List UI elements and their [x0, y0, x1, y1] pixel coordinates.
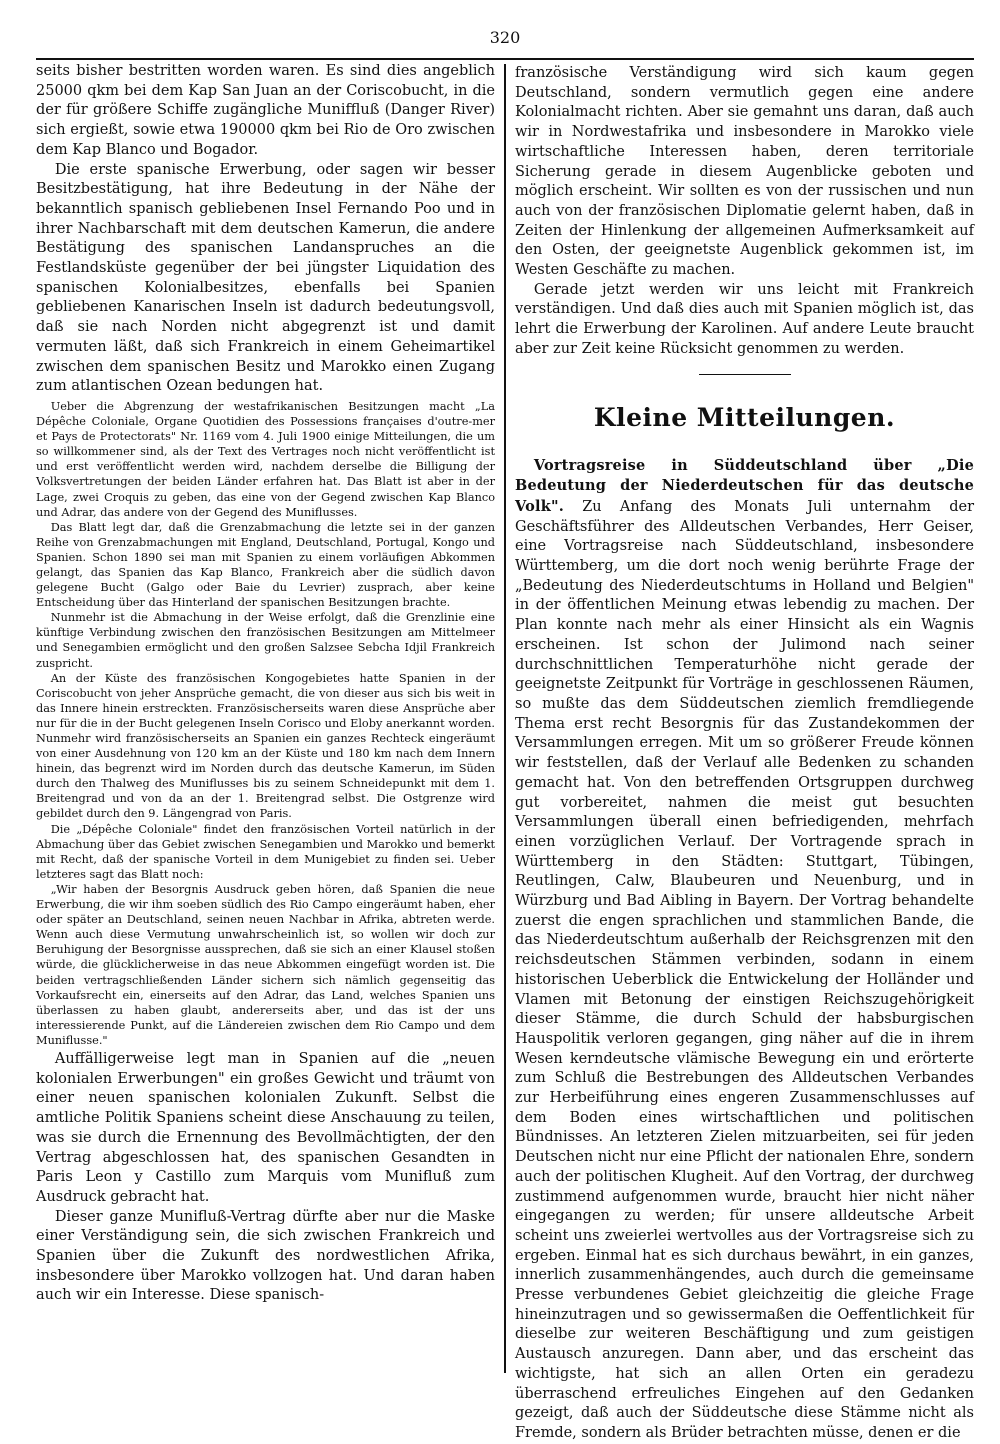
small-paragraph-1: Ueber die Abgrenzung der westafrikanischen Besitzungen macht „La Dépêche Coloniale, Organe Quotidien des Possessions françaises d'outre-mer et Pays de Protectorats" Nr. 1169 vom 4. Juli 1900 einige Mitteilungen, die um so willkommener sind, als der Text des Vertrages noch nicht veröffentlicht ist und erst veröffentlicht werden wird, nachdem derselbe die Billigung der Volksvertretungen der beiden Länder erfahren hat. Das Blatt ist aber in der Lage, zwei Croquis zu geben, das eine von der Gegend zwischen Kap Blanco und Adrar, das andere von der Gegend des Muniflusses.: [36, 399, 495, 519]
article-title: Vortragsreise in Süddeutschland über „Die Bedeutung der Niederdeutschen für das deutsche Volk".: [515, 456, 974, 515]
right-paragraph-2: Gerade jetzt werden wir uns leicht mit Frankreich verständigen. Und daß dies auch mit Spanien möglich ist, das lehrt die Erwerbung der Karolinen. Auf andere Leute braucht aber zur Zeit keine Rücksicht genommen zu werden.: [515, 281, 974, 357]
left-paragraph-4: Dieser ganze Munifluß-Vertrag dürfte aber nur die Maske einer Verständigung sein, die sich zwischen Frankreich und Spanien über die Zukunft des nordwestlichen Afrika, insbesondere über Marokko vollzogen hat. Und daran haben auch wir ein Interesse. Diese spanisch-: [36, 1208, 495, 1304]
section-title: Kleine Mitteilungen.: [593, 402, 896, 432]
left-paragraph-2: Die erste spanische Erwerbung, oder sagen wir besser Besitzbestätigung, hat ihre Bedeutung in der Nähe der bekanntlich spanisch gebliebenen Insel Fernando Poo und in ihrer Nachbarschaft mit dem deutschen Kamerun, die andere Bestätigung des spanischen Landanspruches an die Festlandsküste gegenüber der bei jüngster Liquidation des spanischen Kolonialbesitzes, ebenfalls bei Spanien gebliebenen Kanarischen Inseln ist dadurch bedeutungsvoll, daß sie nach Norden nicht abgegrenzt ist und damit vermuten läßt, daß sich Frankreich in einem Geheimartikel zwischen dem spanischen Besitz und Marokko einen Zugang zum atlantischen Ozean bedungen hat.: [36, 161, 495, 395]
section-separator: [699, 374, 791, 375]
header-rule: [36, 58, 974, 60]
small-paragraph-2: Das Blatt legt dar, daß die Grenzabmachung die letzte sei in der ganzen Reihe von Grenzabmachungen mit England, Deutschland, Portugal, Kongo und Spanien. Schon 1890 sei man mit Spanien zu einem vorläufigen Abkommen gelangt, das Spanien das Kap Blanco, Frankreich aber die südlich davon gelegene Bucht (Galgo oder Baie du Levrier) zusprach, aber keine Entscheidung über das Hinterland der spanischen Besitzungen brachte.: [36, 520, 495, 610]
right-paragraph-1: französische Verständigung wird sich kaum gegen Deutschland, sondern vermutlich gegen eine andere Kolonialmacht richten. Aber sie gemahnt uns daran, daß auch wir in Nordwestafrika und insbesondere in Marokko viele wirtschaftliche Interessen haben, deren territoriale Sicherung gerade in diesem Augenblicke geboten und möglich erscheint. Wir sollten es von der russischen und nun auch von der französischen Diplomatie gelernt haben, daß in Zeiten der Hinlenkung der allgemeinen Aufmerksamkeit auf den Osten, der geeignetste Augenblick gekommen ist, im Westen Geschäfte zu machen.: [515, 65, 974, 279]
small-paragraph-4: An der Küste des französischen Kongogebietes hatte Spanien in der Coriscobucht von jeher Ansprüche gemacht, die von dieser aus sich bis weit in das Innere hinein erstreckten. Französischerseits waren diese Ansprüche aber nur für die in der Bucht gelegenen Inseln Corisco und Eloby anerkannt worden. Nunmehr wird französischerseits an Spanien ein ganzes Rechteck eingeräumt von einer Ausdehnung von 120 km an der Küste und 180 km nach dem Innern hinein, das begrenzt wird im Norden durch das deutsche Kamerun, im Süden durch den Thalweg des Muniflusses bis zu seinem Schneidepunkt mit dem 1. Breitengrad und von da an der 1. Breitengrad selbst. Die Ostgrenze wird gebildet durch den 9. Längengrad von Paris.: [36, 671, 495, 821]
left-paragraph-1: seits bisher bestritten worden waren. Es sind dies angeblich 25000 qkm bei dem Kap San Juan an der Coriscobucht, in die der für größere Schiffe zugängliche Muniffluß (Danger River) sich ergießt, sowie etwa 190000 qkm bei Rio de Oro zwischen dem Kap Blanco und Bogador.: [36, 63, 495, 158]
left-paragraph-3: Auffälligerweise legt man in Spanien auf die „neuen kolonialen Erwerbungen" ein großes Gewicht und träumt von einer neuen spanischen kolonialen Zukunft. Selbst die amtliche Politik Spaniens scheint diese Anschauung zu teilen, was sie durch die Ernennung des Bevollmächtigten, der den Vertrag abgeschlossen hat, des spanischen Gesandten in Paris Leon y Castillo zum Marquis vom Munifluß zum Ausdruck gebracht hat.: [36, 1050, 495, 1205]
article-text: Zu Anfang des Monats Juli unternahm der Geschäftsführer des Alldeutschen Verbandes, Herr Geiser, eine Vortragsreise nach Süddeutschland, insbesondere Württemberg, um die dort noch wenig berührte Frage der „Bedeutung des Niederdeutschtums in Holland und Belgien" in der öffentlichen Meinung etwas lebendig zu machen. Der Plan konnte nach mehr als einer Hinsicht als ein Wagnis erscheinen. Ist schon der Julimond nach seiner durchschnittlichen Temperaturhöhe nicht gerade der geeignetste Zeitpunkt für Vorträge in geschlossenen Räumen, so mußte das dem Süddeutschen ziemlich fremdliegende Thema erst recht Besorgnis für das Zustandekommen der Versammlungen erregen. Mit um so größerer Freude können wir feststellen, daß der Verlauf alle Bedenken zu schanden gemacht hat. Von den betreffenden Ortsgruppen durchweg gut vorbereitet, nahmen die meist gut besuchten Versammlungen überall einen befriedigenden, mehrfach einen vorzüglichen Verlauf. Der Vortragende sprach in Württemberg in den Städten: Stuttgart, Tübingen, Reutlingen, Calw, Blaubeuren und Neuenburg, und in Würzburg und Bad Aibling in Bayern. Der Vortrag behandelte zuerst die engen sprachlichen und stammlichen Bande, die das Niederdeutschtum außerhalb der Reichsgrenzen mit den reichsdeutschen Stämmen verbinden, sodann in einem historischen Ueberblick die Entwickelung der Holländer und Vlamen mit Betonung der einstigen Reichszugehörigkeit dieser Stämme, die durch Schuld der habsburgischen Hauspolitik verloren gegangen, ging näher auf die in ihrem Wesen kerndeutsche vlämische Bewegung ein und erörterte zum Schluß die Bestrebungen des Alldeutschen Verbandes zur Herbeiführung eines engeren Zusammenschlusses auf dem Boden eines wirtschaftlichen und politischen Bündnisses. An letzteren Zielen mitzuarbeiten, sei für jeden Deutschen nicht nur eine Pflicht der nationalen Ehre, sondern auch der politischen Klugheit. Auf den Vortrag, der durchweg zustimmend aufgenommen wurde, braucht hier nicht näher eingegangen zu werden; für unsere alldeutsche Arbeit scheint uns zweierlei wertvolles aus der Vortragsreise sich zu ergeben. Einmal hat es sich durchaus bewährt, in ein ganzes, innerlich zusammenhängendes, auch durch die gemeinsame Presse verbundenes Gebiet gleichzeitig die gleiche Frage hineinzutragen und so gewissermaßen die Oeffentlichkeit für dieselbe zur weiteren Beschäftigung und zum geistigen Austausch anzuregen. Dann aber, und das erscheint das wichtigste, hat sich an allen Orten ein geradezu überraschend erfreuliches Eingehen auf den Gedanken gezeigt, daß auch der Süddeutsche diese Stämme nicht als Fremde, sondern als Brüder betrachten müsse, denen er die: [515, 498, 974, 1441]
left-column: [36, 64, 504, 1373]
text-columns: [36, 63, 974, 1441]
right-column: [506, 64, 974, 1441]
small-print-block: [36, 399, 495, 1048]
small-paragraph-quote: „Wir haben der Besorgnis Ausdruck geben hören, daß Spanien die neue Erwerbung, die wir ihm soeben südlich des Rio Campo eingeräumt haben, eher oder später an Deutschland, seinen neuen Nachbar in Afrika, abtreten werde. Wenn auch diese Vermutung unwahrscheinlich ist, so wollen wir doch zur Beruhigung der Besorgnisse aussprechen, daß sie sich an einer Klausel stoßen würde, die glücklicherweise in das neue Abkommen eingefügt worden ist. Die beiden vertragschließenden Länder sichern sich nämlich gegenseitig das Vorkaufsrecht ein, einerseits auf den Adrar, das Land, welches Spanien uns überlassen zu haben glaubt, andererseits aber, und das ist der uns interessierende Punkt, auf die Ländereien zwischen dem Rio Campo und dem Muniflusse.": [36, 882, 495, 1047]
small-paragraph-3: Nunmehr ist die Abmachung in der Weise erfolgt, daß die Grenzlinie eine künftige Verbindung zwischen den französischen Besitzungen am Mittelmeer und Senegambien ermöglicht und den großen Salzsee Sebcha Idjil Frankreich zuspricht.: [36, 611, 495, 670]
small-paragraph-5: Die „Dépêche Coloniale" findet den französischen Vorteil natürlich in der Abmachung über das Gebiet zwischen Senegambien und Marokko und bemerkt mit Recht, daß der spanische Vorteil in dem Munigebiet zu finden sei. Ueber letzteres sagt das Blatt noch:: [36, 822, 495, 881]
article-paragraph: [515, 456, 974, 1444]
page-number: 320: [489, 28, 521, 47]
